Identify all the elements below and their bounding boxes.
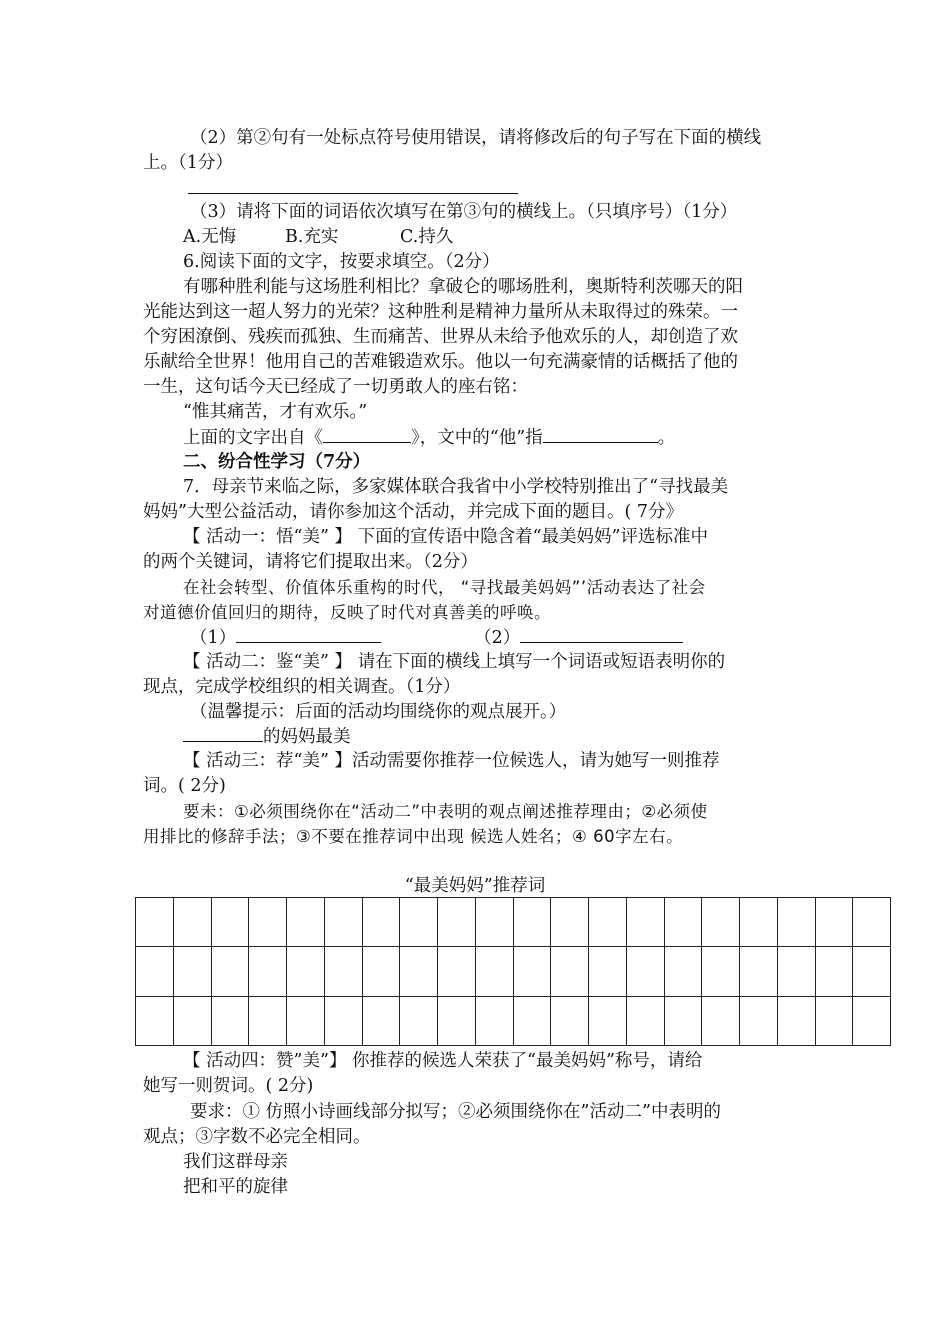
grid-cell[interactable] bbox=[249, 947, 287, 996]
grid-cell[interactable] bbox=[438, 947, 476, 996]
grid-cell[interactable] bbox=[626, 947, 664, 996]
grid-cell[interactable] bbox=[475, 947, 513, 996]
activity4-line: 她写一则贺词。( 2分) bbox=[143, 1076, 314, 1096]
grid-cell[interactable] bbox=[362, 898, 400, 947]
grid-cell[interactable] bbox=[513, 898, 551, 947]
book-title-blank[interactable] bbox=[323, 425, 411, 443]
grid-cell[interactable] bbox=[211, 996, 249, 1045]
grid-cell[interactable] bbox=[211, 947, 249, 996]
activity2-line: 现点，完成学校组织的相关调查。（1分） bbox=[143, 677, 461, 697]
grid-cell[interactable] bbox=[287, 947, 325, 996]
requirement4-line: 观点；③字数不必完全相同。 bbox=[143, 1127, 371, 1147]
requirement4-line: 要求：① 仿照小诗画线部分拟写；②必须围绕你在”活动二”中表明的 bbox=[190, 1102, 721, 1122]
grid-cell[interactable] bbox=[136, 947, 174, 996]
grid-cell[interactable] bbox=[626, 898, 664, 947]
grid-cell[interactable] bbox=[815, 996, 853, 1045]
grid-cell[interactable] bbox=[173, 898, 211, 947]
option-a: A.无悔 bbox=[183, 227, 237, 247]
grid-cell[interactable] bbox=[589, 947, 627, 996]
activity2-line: 【 活动二：鉴“美” 】 请在下面的横线上填写一个词语或短语表明你的 bbox=[183, 652, 726, 672]
q5-2-line2: 上。（1分） bbox=[143, 153, 233, 173]
poem-line: 我们这群母亲 bbox=[183, 1152, 288, 1172]
q6-paragraph-line: 个穷困潦倒、残疾而孤独、生而痛苦、世界从未给予他欢乐的人，却创造了欢 bbox=[143, 327, 738, 347]
q6-heading: 6.阅读下面的文字，按要求填空。（2分） bbox=[183, 252, 500, 272]
activity1-line: 【 活动一：悟“美” 】 下面的宣传语中隐含着“最美妈妈”评选标准中 bbox=[183, 527, 708, 547]
grid-cell[interactable] bbox=[438, 898, 476, 947]
grid-cell[interactable] bbox=[211, 898, 249, 947]
grid-cell[interactable] bbox=[475, 898, 513, 947]
grid-cell[interactable] bbox=[551, 996, 589, 1045]
grid-cell[interactable] bbox=[702, 898, 740, 947]
q6-fill-a: 上面的文字出自《 bbox=[183, 428, 323, 448]
grid-cell[interactable] bbox=[475, 996, 513, 1045]
keyword1-blank[interactable] bbox=[236, 625, 381, 643]
grid-cell[interactable] bbox=[589, 996, 627, 1045]
grid-cell[interactable] bbox=[740, 898, 778, 947]
grid-cell[interactable] bbox=[740, 947, 778, 996]
grid-cell[interactable] bbox=[626, 996, 664, 1045]
grid-cell[interactable] bbox=[664, 996, 702, 1045]
activity4-line: 【 活动四：赞”美”】 你推荐的候选人荣获了“最美妈妈”称号，请给 bbox=[183, 1051, 703, 1071]
option-b: B.充实 bbox=[285, 227, 339, 247]
writing-grid[interactable] bbox=[135, 897, 891, 1046]
viewpoint-suffix: 的妈妈最美 bbox=[263, 727, 351, 747]
q5-3-prompt: （3）请将下面的词语依次填写在第③句的横线上。（只填序号）（1分） bbox=[190, 202, 738, 222]
grid-row bbox=[136, 898, 891, 947]
option-c: C.持久 bbox=[400, 227, 454, 247]
he-refers-blank[interactable] bbox=[543, 425, 658, 443]
grid-cell[interactable] bbox=[362, 996, 400, 1045]
q6-fill-c: 。 bbox=[657, 428, 676, 448]
tip: （温馨提示：后面的活动均围绕你的观点展开。） bbox=[190, 702, 567, 722]
grid-cell[interactable] bbox=[400, 996, 438, 1045]
grid-cell[interactable] bbox=[173, 996, 211, 1045]
grid-cell[interactable] bbox=[777, 996, 815, 1045]
grid-cell[interactable] bbox=[702, 996, 740, 1045]
grid-cell[interactable] bbox=[853, 898, 891, 947]
viewpoint-fill bbox=[183, 724, 805, 750]
slogan-line: 在社会转型、价值体乐重构的时代， “寻找最美妈妈”’活动表达了社会 bbox=[183, 578, 706, 597]
answer-line[interactable] bbox=[188, 193, 518, 194]
grid-cell[interactable] bbox=[173, 947, 211, 996]
grid-cell[interactable] bbox=[249, 996, 287, 1045]
grid-cell[interactable] bbox=[551, 898, 589, 947]
blank2-label: （2） bbox=[474, 628, 521, 648]
section2-title: 二、纷合性学习（7分） bbox=[183, 452, 371, 472]
q6-fill bbox=[183, 425, 805, 451]
grid-cell[interactable] bbox=[853, 947, 891, 996]
q6-paragraph-line: 乐献给全世界！他用自己的苦难锻造欢乐。他以一句充满豪情的话概括了他的 bbox=[143, 352, 738, 372]
poem-line: 把和平的旋律 bbox=[183, 1177, 288, 1197]
grid-cell[interactable] bbox=[287, 898, 325, 947]
activity3-line: 【 活动三：荐“美” 】活动需要你推荐一位候选人，请为她写一则推荐 bbox=[183, 751, 720, 771]
grid-cell[interactable] bbox=[551, 947, 589, 996]
slogan-line: 对道德价值回归的期待，反映了时代对真善美的呼唤。 bbox=[143, 603, 551, 622]
grid-cell[interactable] bbox=[362, 947, 400, 996]
grid-cell[interactable] bbox=[702, 947, 740, 996]
grid-cell[interactable] bbox=[513, 996, 551, 1045]
q6-fill-b: 》，文中的“他”指 bbox=[411, 428, 543, 448]
q7-intro-line: 7．母亲节来临之际，多家媒体联合我省中小学校特别推出了“寻找最美 bbox=[183, 477, 729, 497]
grid-cell[interactable] bbox=[777, 947, 815, 996]
q5-3-options bbox=[183, 225, 805, 250]
q6-paragraph-line: 光能达到这一超人努力的光荣？这种胜利是精神力量所从未取得过的殊荣。一 bbox=[143, 302, 738, 322]
grid-cell[interactable] bbox=[740, 996, 778, 1045]
grid-cell[interactable] bbox=[136, 996, 174, 1045]
grid-cell[interactable] bbox=[400, 947, 438, 996]
grid-cell[interactable] bbox=[589, 898, 627, 947]
grid-title: “最美妈妈”推荐词 bbox=[404, 876, 546, 896]
requirement3-line: 要未：①必须围绕你在“活动二”中表明的观点阐述推荐理由；②必须使 bbox=[183, 802, 708, 821]
grid-cell[interactable] bbox=[513, 947, 551, 996]
grid-cell[interactable] bbox=[249, 898, 287, 947]
q7-intro-line: 妈妈”大型公益活动，请你参加这个活动，并完成下面的题目。( 7分》 bbox=[143, 502, 683, 522]
grid-cell[interactable] bbox=[324, 947, 362, 996]
activity3-line: 词。( 2分) bbox=[143, 776, 226, 796]
grid-row bbox=[136, 996, 891, 1045]
keyword-blanks bbox=[190, 625, 805, 651]
grid-cell[interactable] bbox=[438, 996, 476, 1045]
grid-cell[interactable] bbox=[815, 947, 853, 996]
grid-row bbox=[136, 947, 891, 996]
grid-cell[interactable] bbox=[136, 898, 174, 947]
grid-cell[interactable] bbox=[815, 898, 853, 947]
grid-cell[interactable] bbox=[400, 898, 438, 947]
q6-quote: “惟其痛苦，才有欢乐。” bbox=[183, 402, 368, 422]
grid-cell[interactable] bbox=[664, 947, 702, 996]
grid-cell[interactable] bbox=[287, 996, 325, 1045]
activity1-line: 的两个关键词，请将它们提取出来。（2分） bbox=[143, 552, 478, 572]
q6-paragraph-line: 有哪种胜利能与这场胜利相比？拿破仑的哪场胜利，奥斯特利茨哪天的阳 bbox=[183, 277, 743, 297]
grid-cell[interactable] bbox=[853, 996, 891, 1045]
blank1-label: （1） bbox=[190, 628, 237, 648]
viewpoint-blank[interactable] bbox=[183, 724, 263, 742]
grid-cell[interactable] bbox=[777, 898, 815, 947]
q6-paragraph-line: 一生，这句话今天已经成了一切勇敢人的座右铭： bbox=[143, 377, 528, 397]
q5-2-line1: （2）第②句有一处标点符号使用错误，请将修改后的句子写在下面的横线 bbox=[190, 128, 762, 148]
grid-cell[interactable] bbox=[324, 996, 362, 1045]
keyword2-blank[interactable] bbox=[520, 625, 683, 643]
grid-cell[interactable] bbox=[664, 898, 702, 947]
grid-cell[interactable] bbox=[324, 898, 362, 947]
requirement3-line: 用排比的修辞手法；③不要在推荐词中出现 候选人姓名；④ 60字左右。 bbox=[143, 827, 684, 846]
